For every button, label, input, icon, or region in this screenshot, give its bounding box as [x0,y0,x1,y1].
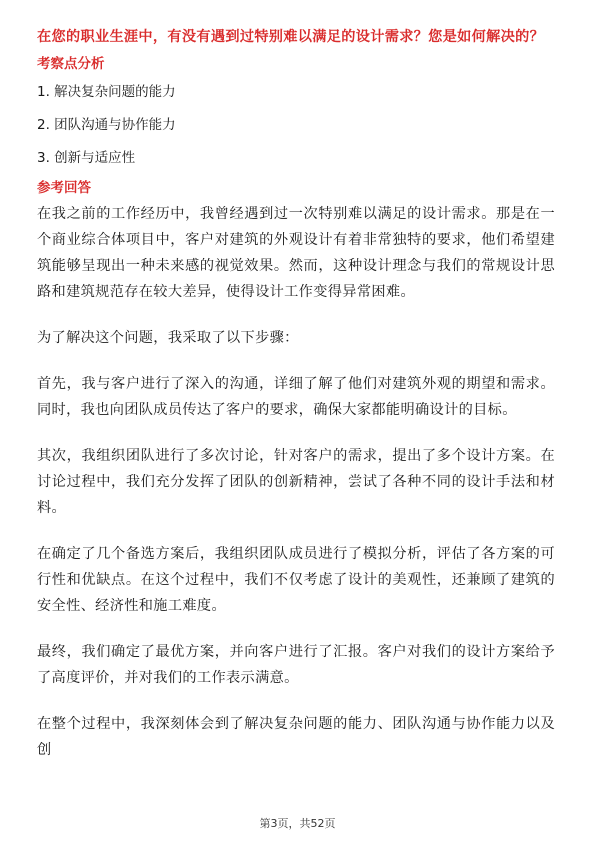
analysis-point: 2. 团队沟通与协作能力 [37,117,176,133]
question-heading: 在您的职业生涯中，有没有遇到过特别难以满足的设计需求？您是如何解决的？ [37,29,545,45]
analysis-point: 1. 解决复杂问题的能力 [37,84,176,100]
answer-body [37,201,555,763]
analysis-point: 3. 创新与适应性 [37,150,136,166]
answer-title: 参考回答 [37,180,91,196]
answer-paragraph: 在我之前的工作经历中，我曾经遇到过一次特别难以满足的设计需求。那是在一个商业综合体项目中，客户对建筑的外观设计有着非常独特的要求，他们希望建筑能够呈现出一种未来感的视觉效果。然而，这种设计理念与我们的常规设计思路和建筑规范存在较大差异，使得设计工作变得异常困难。 [37,206,555,300]
analysis-points [37,83,555,167]
answer-paragraph: 在确定了几个备选方案后，我组织团队成员进行了模拟分析，评估了各方案的可行性和优缺点。在这个过程中，我们不仅考虑了设计的美观性，还兼顾了建筑的安全性、经济性和施工难度。 [37,546,555,614]
answer-paragraph: 首先，我与客户进行了深入的沟通，详细了解了他们对建筑外观的期望和需求。同时，我也向团队成员传达了客户的要求，确保大家都能明确设计的目标。 [37,376,555,418]
page-number: 第3页，共52页 [259,817,336,830]
answer-paragraph: 其次，我组织团队进行了多次讨论，针对客户的需求，提出了多个设计方案。在讨论过程中，我们充分发挥了团队的创新精神，尝试了各种不同的设计手法和材料。 [37,448,555,516]
analysis-title: 考察点分析 [37,56,105,72]
answer-paragraph: 在整个过程中，我深刻体会到了解决复杂问题的能力、团队沟通与协作能力以及创 [37,716,555,758]
answer-paragraph: 最终，我们确定了最优方案，并向客户进行了汇报。客户对我们的设计方案给予了高度评价，并对我们的工作表示满意。 [37,644,555,686]
answer-paragraph: 为了解决这个问题，我采取了以下步骤： [37,330,299,346]
